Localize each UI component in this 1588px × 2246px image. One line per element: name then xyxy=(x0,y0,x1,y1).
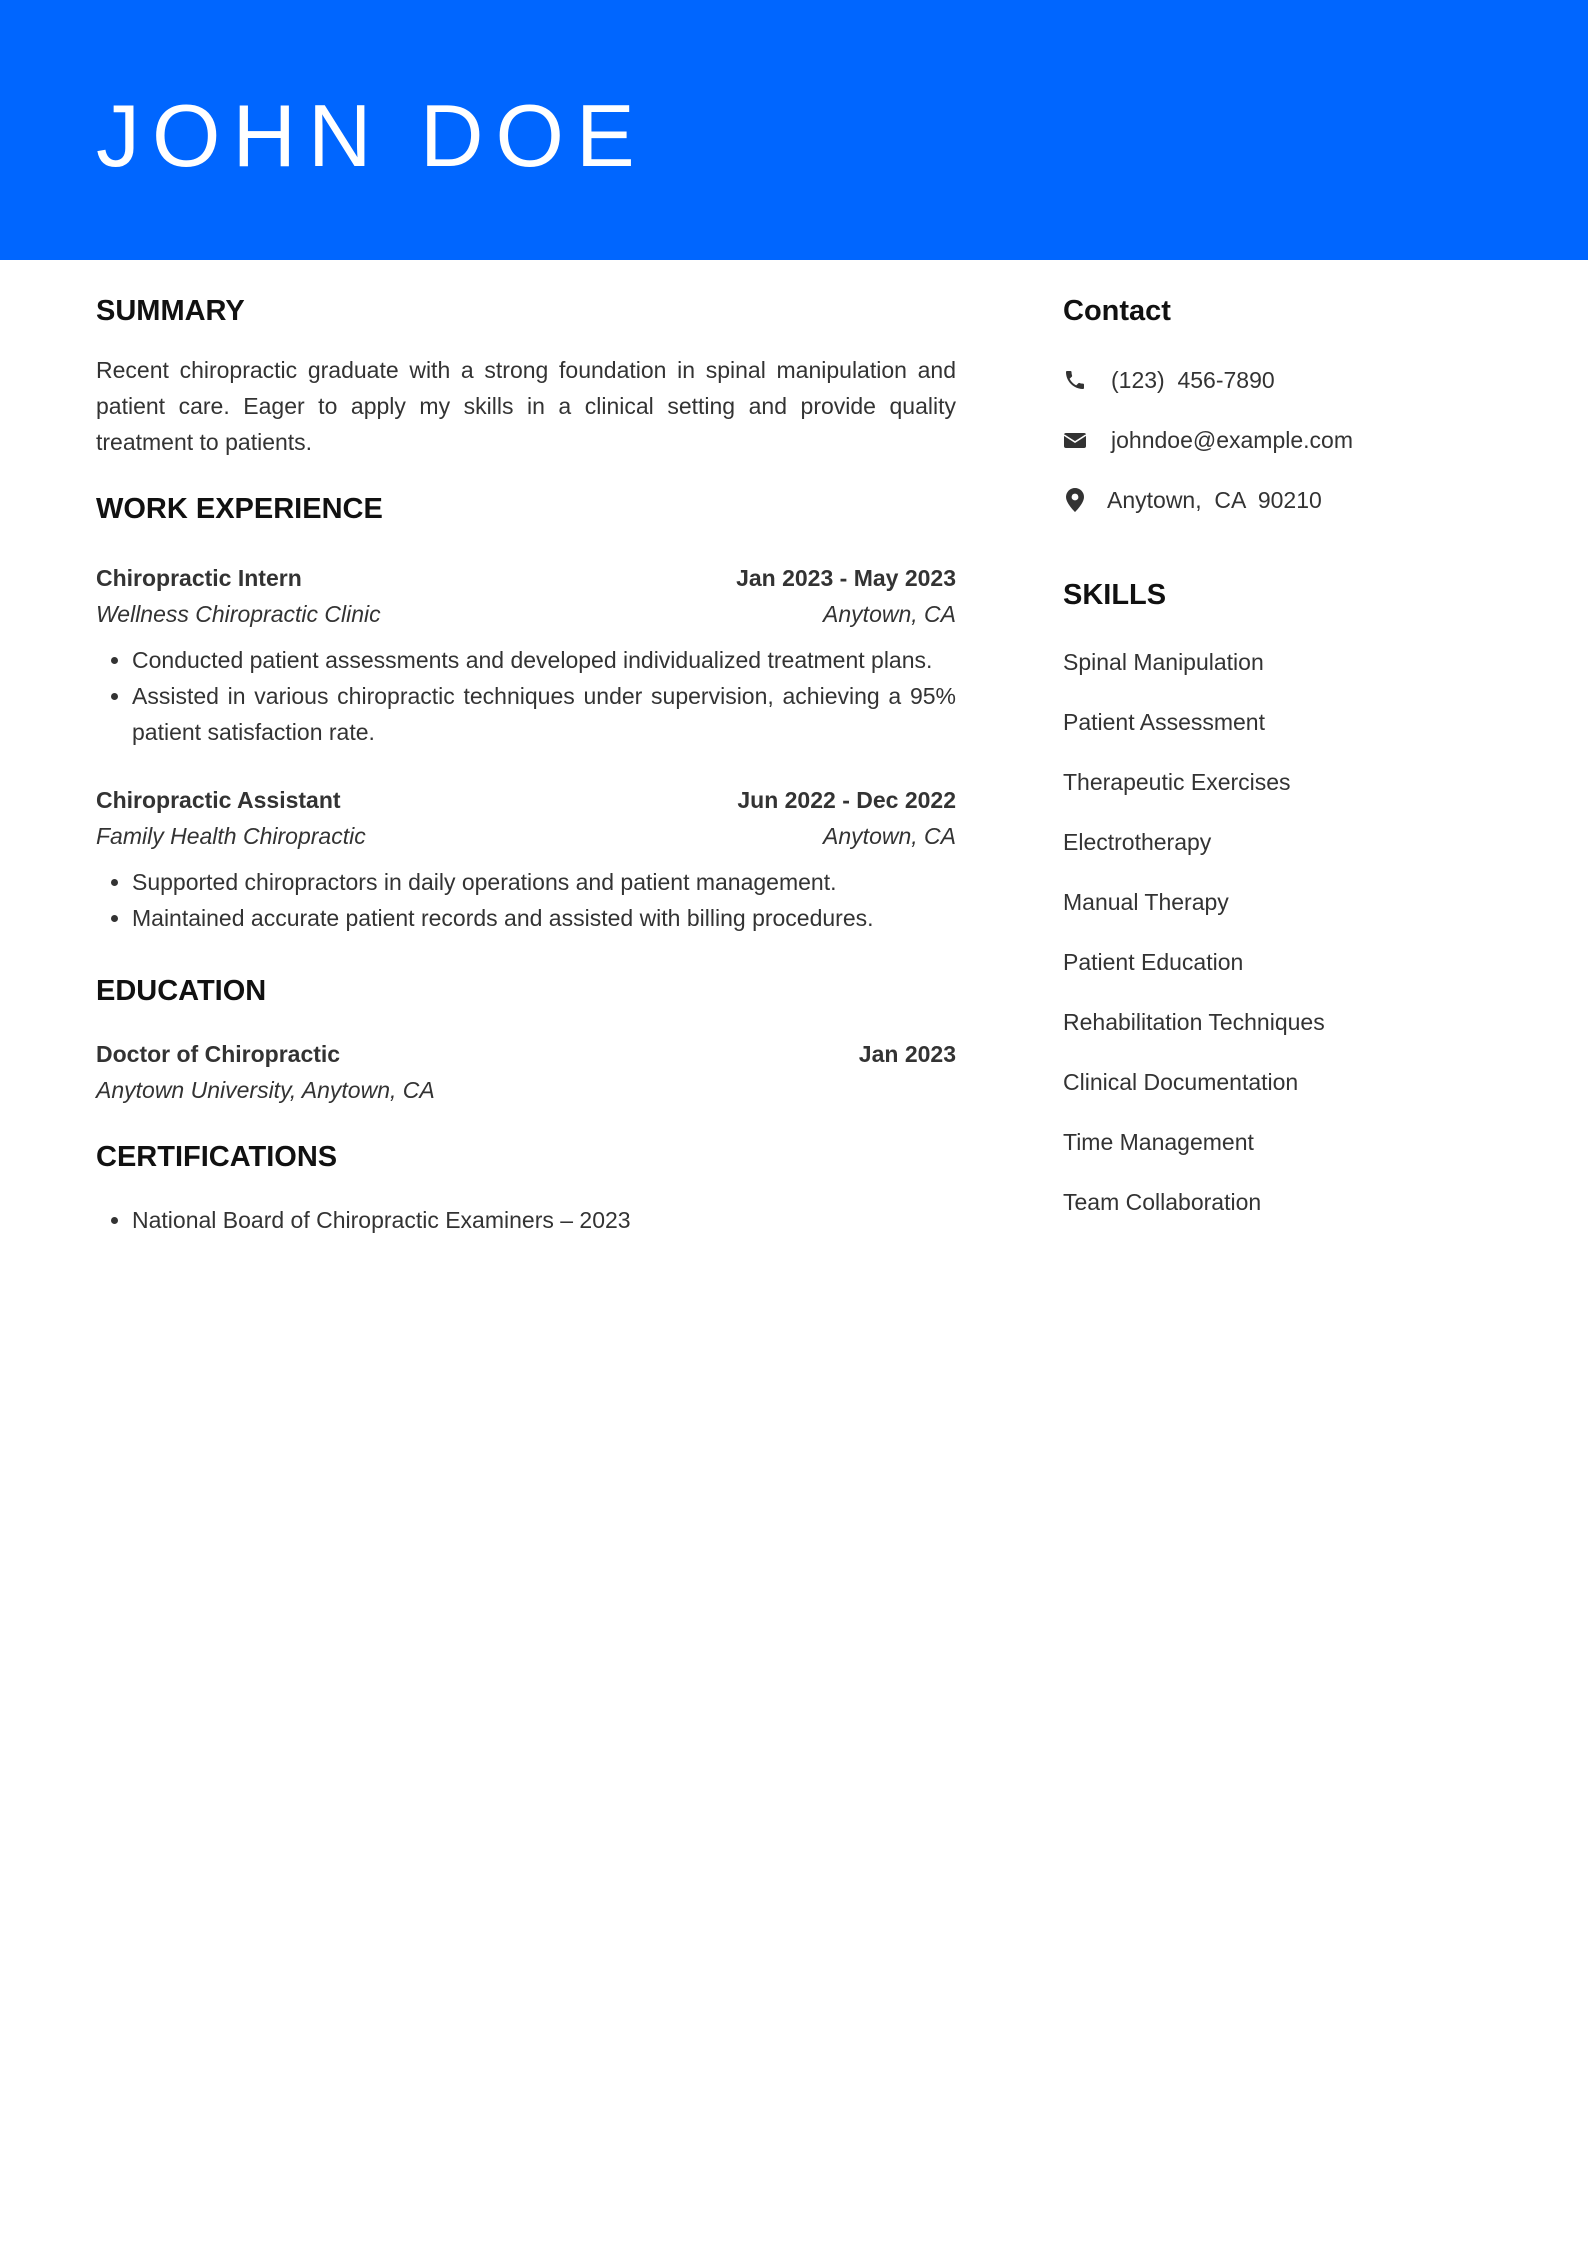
work-experience-heading: WORK EXPERIENCE xyxy=(96,493,383,525)
address: Anytown, CA 90210 xyxy=(1107,487,1322,513)
education-date: Jan 2023 xyxy=(858,1041,956,1067)
skill-item: Rehabilitation Techniques xyxy=(1063,1009,1325,1035)
education-entry xyxy=(96,1036,956,1108)
phone-number: (123) 456-7890 xyxy=(1111,367,1275,393)
contact-phone xyxy=(1063,362,1483,398)
job-bullet: • Assisted in various chiropractic techniques under supervision, achieving a 95% patient satisfaction rate. xyxy=(132,678,956,750)
job-dates: Jun 2022 - Dec 2022 xyxy=(737,787,956,813)
contact-heading: Contact xyxy=(1063,295,1171,327)
job-company: Wellness Chiropractic Clinic xyxy=(96,601,381,627)
job-entry xyxy=(96,782,956,936)
phone-icon xyxy=(1063,368,1087,392)
degree: Doctor of Chiropractic xyxy=(96,1041,341,1067)
job-bullets xyxy=(96,642,956,750)
map-marker-icon xyxy=(1063,488,1087,512)
job-company: Family Health Chiropractic xyxy=(96,823,366,849)
job-dates: Jan 2023 - May 2023 xyxy=(736,565,956,591)
job-bullets xyxy=(96,864,956,936)
skill-item: Electrotherapy xyxy=(1063,829,1212,855)
header-banner xyxy=(0,0,1588,260)
skill-item: Clinical Documentation xyxy=(1063,1069,1299,1095)
skill-item: Therapeutic Exercises xyxy=(1063,769,1291,795)
job-location: Anytown, CA xyxy=(823,823,956,849)
job-bullet: • Supported chiropractors in daily operations and patient management. xyxy=(132,864,956,900)
summary-heading: SUMMARY xyxy=(96,295,245,327)
certifications-heading: CERTIFICATIONS xyxy=(96,1141,338,1173)
school: Anytown University, Anytown, CA xyxy=(96,1077,435,1103)
skill-item: Manual Therapy xyxy=(1063,889,1229,915)
job-role: Chiropractic Intern xyxy=(96,565,302,591)
envelope-icon xyxy=(1063,428,1087,452)
skill-item: Team Collaboration xyxy=(1063,1189,1262,1215)
skill-item: Patient Assessment xyxy=(1063,709,1265,735)
summary-text: Recent chiropractic graduate with a strong foundation in spinal manipulation and patient care. Eager to apply my skills in a clinical setting and provide quality treatment to patients. xyxy=(96,357,956,455)
job-location: Anytown, CA xyxy=(823,601,956,627)
skills-heading: SKILLS xyxy=(1063,579,1167,611)
job-bullet: • Conducted patient assessments and developed individualized treatment plans. xyxy=(132,642,956,678)
sidebar-column xyxy=(1063,290,1483,1220)
skill-item: Time Management xyxy=(1063,1129,1254,1155)
job-role: Chiropractic Assistant xyxy=(96,787,341,813)
certification-item: • National Board of Chiropractic Examiners – 2023 xyxy=(132,1202,956,1238)
skill-item: Patient Education xyxy=(1063,949,1244,975)
candidate-name: JOHN DOE xyxy=(96,86,647,185)
contact-email xyxy=(1063,422,1483,458)
job-entry xyxy=(96,560,956,750)
skill-item: Spinal Manipulation xyxy=(1063,649,1264,675)
education-heading: EDUCATION xyxy=(96,975,267,1007)
contact-address xyxy=(1063,482,1483,518)
email-address: johndoe@example.com xyxy=(1111,427,1353,453)
main-column xyxy=(96,290,956,1238)
certification-list xyxy=(96,1202,956,1238)
job-bullet: • Maintained accurate patient records and assisted with billing procedures. xyxy=(132,900,956,936)
